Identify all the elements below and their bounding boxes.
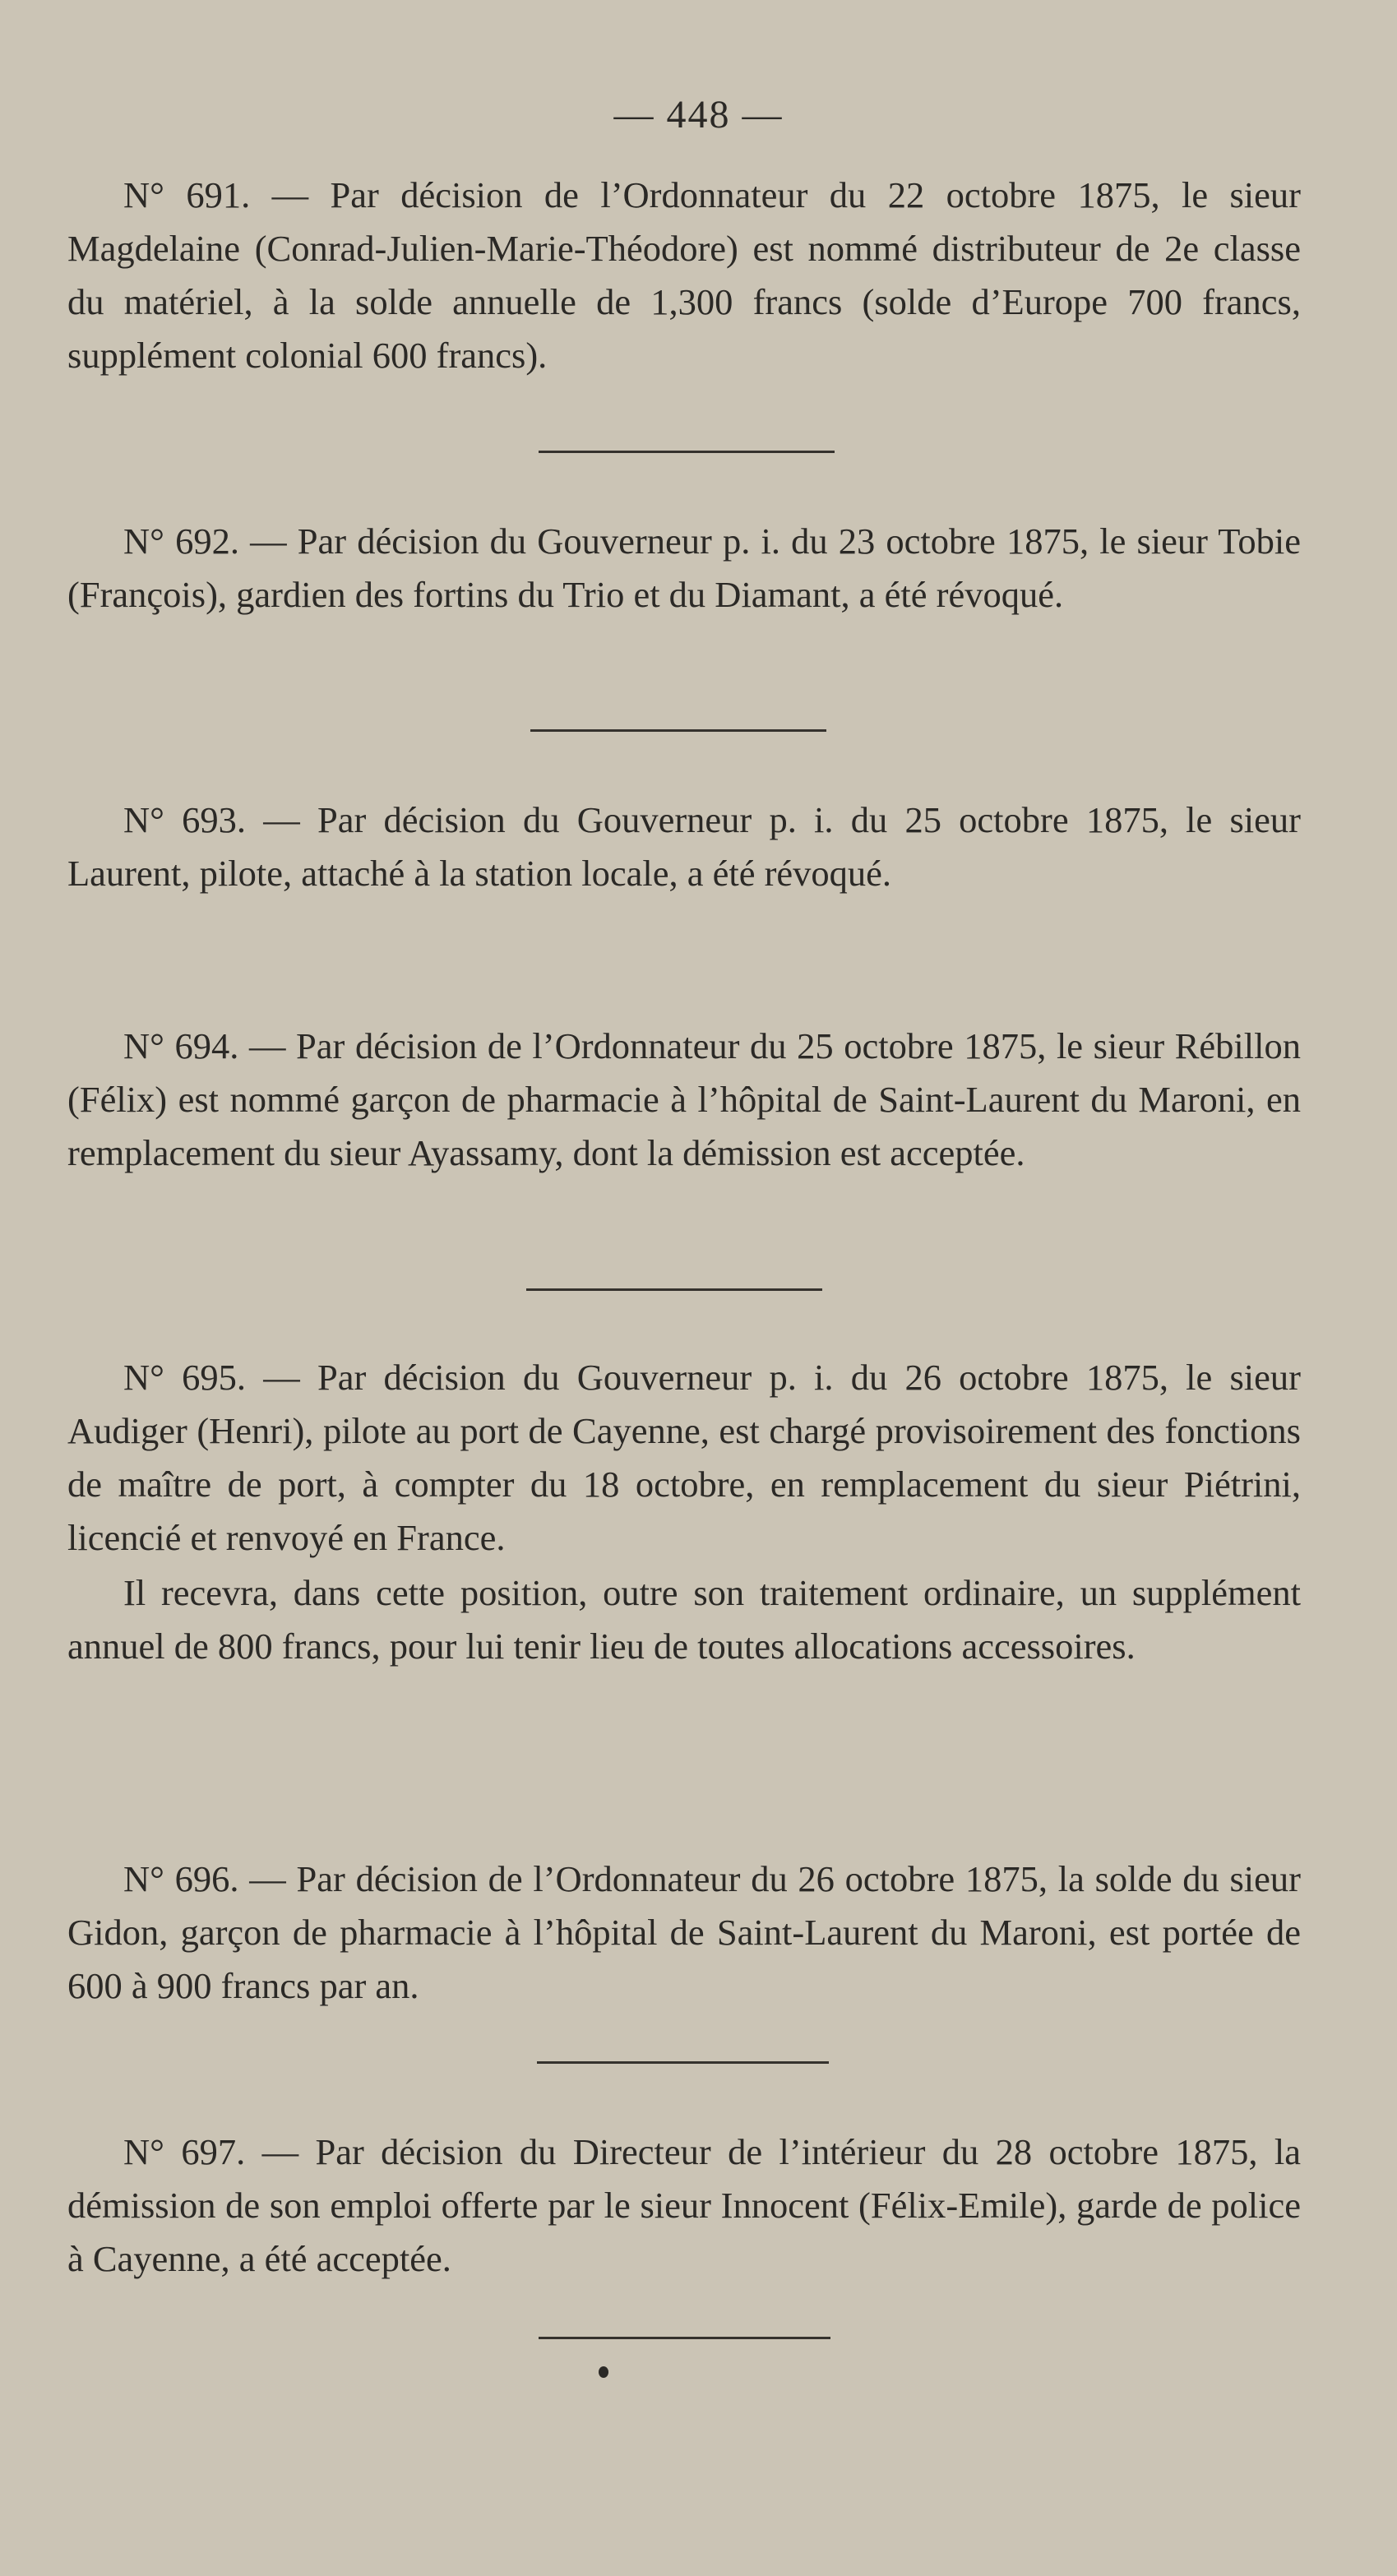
entry-693 <box>67 793 1301 900</box>
page-number: — 448 — <box>613 93 784 136</box>
entry-paragraph: N° 694. — Par décision de l’Ordonnateur du 25 octobre 1875, le sieur Rébillon (Félix) est nommé garçon de pharmacie à l’hôpital de Saint-Laurent du Maroni, en remplacement du sieur Ayassamy, dont la démission est acceptée. <box>67 1025 1301 1173</box>
entry-paragraph: N° 691. — Par décision de l’Ordonnateur du 22 octobre 1875, le sieur Magdelaine (Conrad-Julien-Marie-Théodore) est nommé distributeur de 2e classe du matériel, à la solde annuelle de 1,300 francs (solde d’Europe 700 francs, supplément colonial 600 francs). <box>67 174 1301 376</box>
entry-696 <box>67 1852 1301 2013</box>
entry-paragraph: Il recevra, dans cette position, outre son traitement ordinaire, un supplément annuel de 800 francs, pour lui tenir lieu de toutes allocations accessoires. <box>67 1572 1301 1667</box>
entry-692 <box>67 515 1301 622</box>
separator-rule <box>539 451 835 453</box>
ink-dot <box>599 2366 608 2378</box>
entry-paragraph: N° 695. — Par décision du Gouverneur p. i. du 26 octobre 1875, le sieur Audiger (Henri), pilote au port de Cayenne, est chargé provisoirement des fonctions de maître de port, à compter du 18 octobre, en remplacement du sieur Piétrini, licencié et renvoyé en France. <box>67 1357 1301 1558</box>
entry-paragraph: N° 692. — Par décision du Gouverneur p. i. du 23 octobre 1875, le sieur Tobie (François), gardien des fortins du Trio et du Diamant, a été révoqué. <box>67 520 1301 615</box>
entry-paragraph: N° 696. — Par décision de l’Ordonnateur du 26 octobre 1875, la solde du sieur Gidon, garçon de pharmacie à l’hôpital de Saint-Laurent du Maroni, est portée de 600 à 900 francs par an. <box>67 1858 1301 2006</box>
separator-rule <box>537 2061 829 2064</box>
entry-691 <box>67 169 1301 382</box>
entry-694 <box>67 1020 1301 1180</box>
entry-697 <box>67 2125 1301 2286</box>
separator-rule <box>526 1288 822 1291</box>
entry-paragraph: N° 697. — Par décision du Directeur de l’intérieur du 28 octobre 1875, la démission de son emploi offerte par le sieur Innocent (Félix-Emile), garde de police à Cayenne, a été acceptée. <box>67 2131 1301 2279</box>
entry-695 <box>67 1351 1301 1673</box>
entry-paragraph: N° 693. — Par décision du Gouverneur p. i. du 25 octobre 1875, le sieur Laurent, pilote, attaché à la station locale, a été révoqué. <box>67 799 1301 894</box>
separator-rule <box>539 2337 830 2339</box>
separator-rule <box>530 729 826 732</box>
